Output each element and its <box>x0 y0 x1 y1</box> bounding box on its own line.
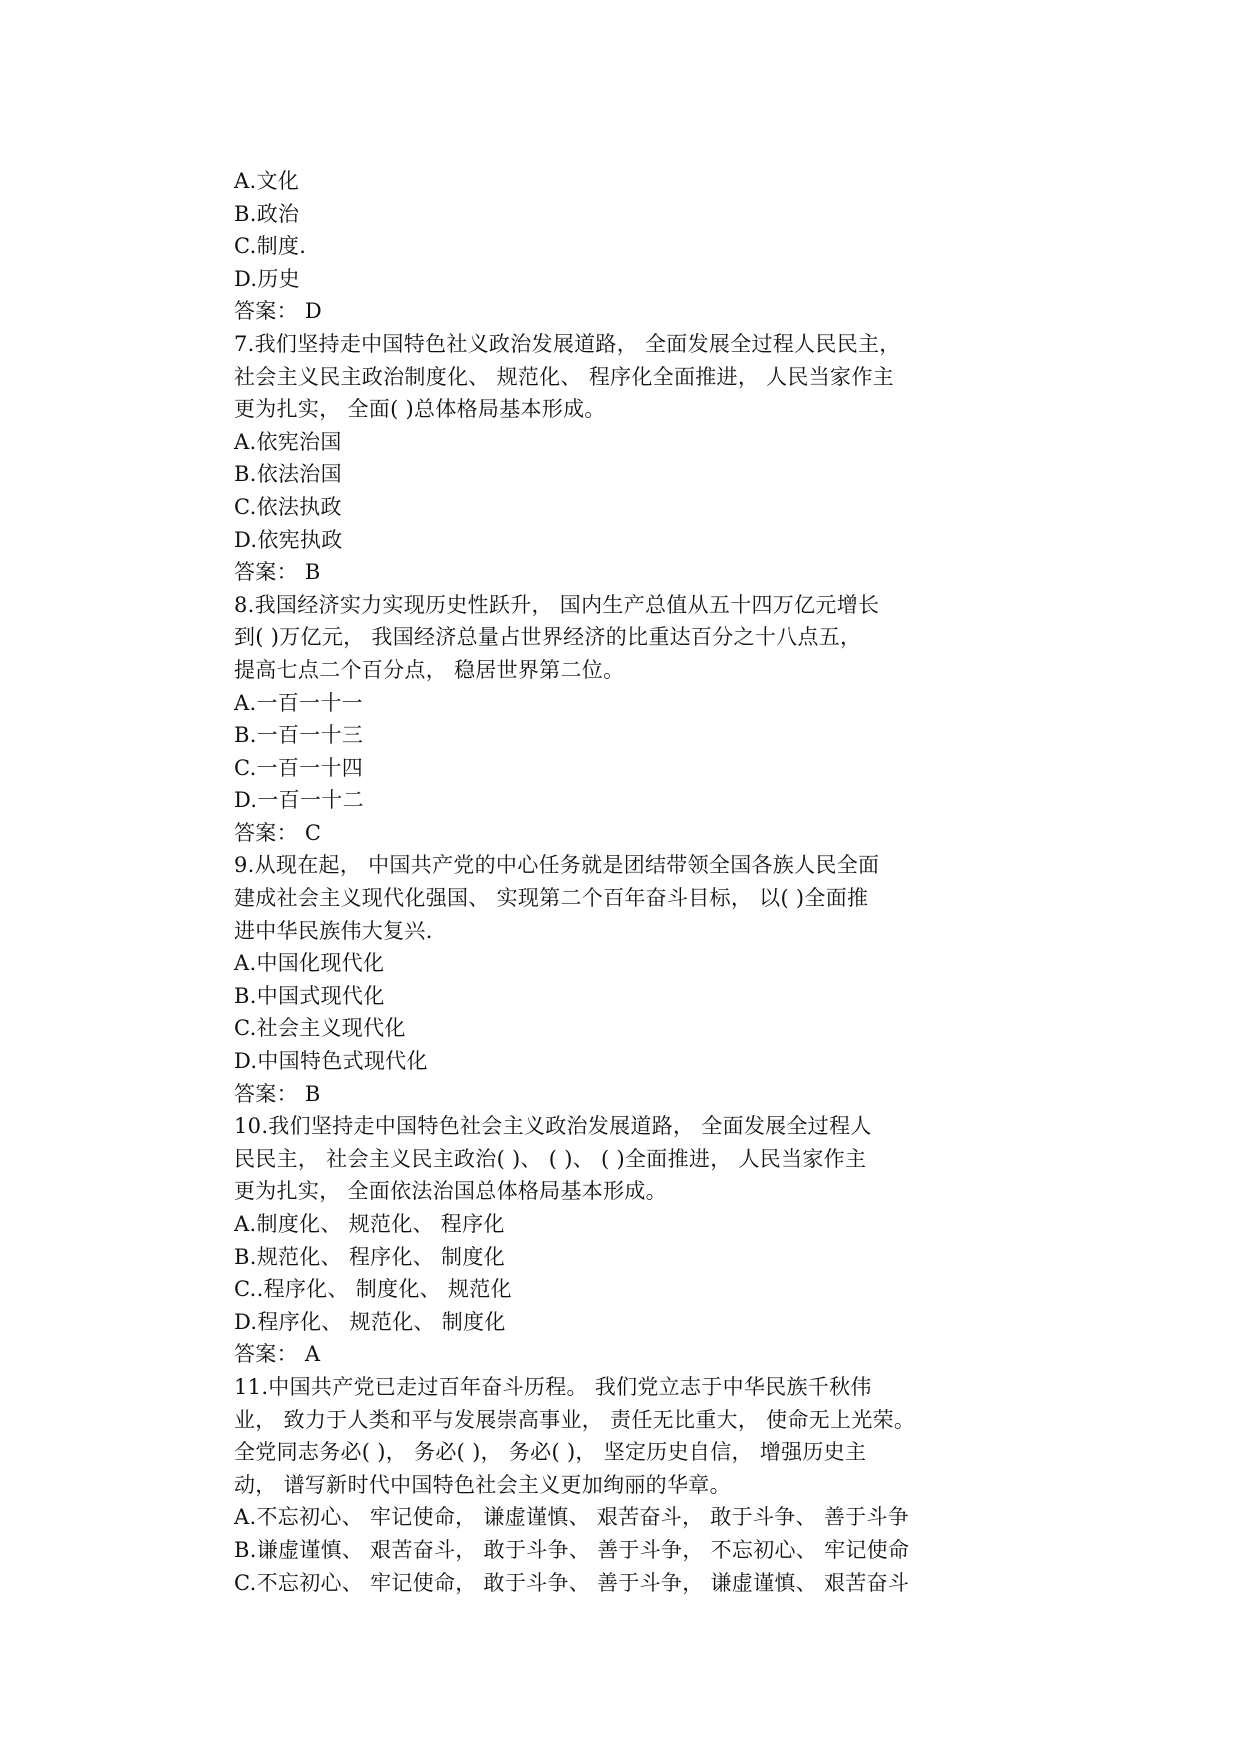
option-a-q8: A.一百一十一 <box>234 690 363 715</box>
option-d-q6: D.历史 <box>234 266 300 291</box>
answer-q10: 答案： A <box>234 1342 321 1367</box>
answer-q9: 答案： B <box>234 1081 321 1106</box>
answer-q7: 答案： B <box>234 560 321 585</box>
question-9-line-1: 9.从现在起， 中国共产党的中心任务就是团结带领全国各族人民全面 <box>234 853 880 878</box>
question-9-line-2: 建成社会主义现代化强国、 实现第二个百年奋斗目标， 以( )全面推 <box>234 886 869 911</box>
question-7-line-3: 更为扎实， 全面( )总体格局基本形成。 <box>234 397 606 422</box>
question-10-line-3: 更为扎实， 全面依法治国总体格局基本形成。 <box>234 1179 667 1204</box>
option-b-q9: B.中国式现代化 <box>234 983 385 1008</box>
option-c-q9: C.社会主义现代化 <box>234 1016 406 1041</box>
option-d-q8: D.一百一十二 <box>234 788 364 813</box>
question-7-line-1: 7.我们坚持走中国特色社义政治发展道路， 全面发展全过程人民民主， <box>234 331 901 356</box>
question-11-line-1: 11.中国共产党已走过百年奋斗历程。 我们党立志于中华民族千秋伟 <box>234 1374 872 1399</box>
option-a-q6: A.文化 <box>234 169 300 193</box>
option-a-q11: A.不忘初心、 牢记使命， 谦虚谨慎、 艰苦奋斗， 敢于斗争、 善于斗争 <box>234 1505 910 1530</box>
option-a-q7: A.依宪治国 <box>234 429 342 454</box>
question-11-line-3: 全党同志务必( )， 务必( )， 务必( )， 坚定历史自信， 增强历史主 <box>234 1440 867 1465</box>
question-11-line-2: 业， 致力于人类和平与发展崇高事业， 责任无比重大， 使命无上光荣。 <box>234 1407 916 1432</box>
answer-q8: 答案： C <box>234 820 322 845</box>
document-page <box>234 165 1014 1599</box>
option-d-q9: D.中国特色式现代化 <box>234 1049 428 1074</box>
option-b-q11: B.谦虚谨慎、 艰苦奋斗， 敢于斗争、 善于斗争， 不忘初心、 牢记使命 <box>234 1537 910 1562</box>
answer-q6: 答案： D <box>234 299 323 324</box>
option-c-q11: C.不忘初心、 牢记使命， 敢于斗争、 善于斗争， 谦虚谨慎、 艰苦奋斗 <box>234 1570 910 1595</box>
question-9-line-3: 进中华民族伟大复兴. <box>234 918 433 943</box>
option-c-q8: C.一百一十四 <box>234 755 364 780</box>
question-8-line-1: 8.我国经济实力实现历史性跃升， 国内生产总值从五十四万亿元增长 <box>234 592 880 617</box>
option-a-q9: A.中国化现代化 <box>234 951 385 976</box>
question-10-line-1: 10.我们坚持走中国特色社会主义政治发展道路， 全面发展全过程人 <box>234 1114 872 1139</box>
option-a-q10: A.制度化、 规范化、 程序化 <box>234 1212 505 1236</box>
option-c-q6: C.制度. <box>234 234 307 259</box>
question-7-line-2: 社会主义民主政治制度化、 规范化、 程序化全面推进， 人民当家作主 <box>234 364 894 389</box>
option-b-q8: B.一百一十三 <box>234 723 364 748</box>
question-8-line-2: 到( )万亿元， 我国经济总量占世界经济的比重达百分之十八点五， <box>234 625 862 650</box>
option-d-q10: D.程序化、 规范化、 制度化 <box>234 1309 506 1334</box>
option-c-q10: C..程序化、 制度化、 规范化 <box>234 1277 512 1302</box>
question-8-line-3: 提高七点二个百分点， 稳居世界第二位。 <box>234 657 625 682</box>
option-b-q7: B.依法治国 <box>234 462 342 487</box>
question-11-line-4: 动， 谱写新时代中国特色社会主义更加绚丽的华章。 <box>234 1472 731 1497</box>
option-c-q7: C.依法执政 <box>234 494 342 519</box>
option-b-q10: B.规范化、 程序化、 制度化 <box>234 1244 505 1269</box>
question-10-line-2: 民民主， 社会主义民主政治( )、 ( )、 ( )全面推进， 人民当家作主 <box>234 1146 867 1171</box>
option-b-q6: B.政治 <box>234 201 300 226</box>
option-d-q7: D.依宪执政 <box>234 527 343 552</box>
